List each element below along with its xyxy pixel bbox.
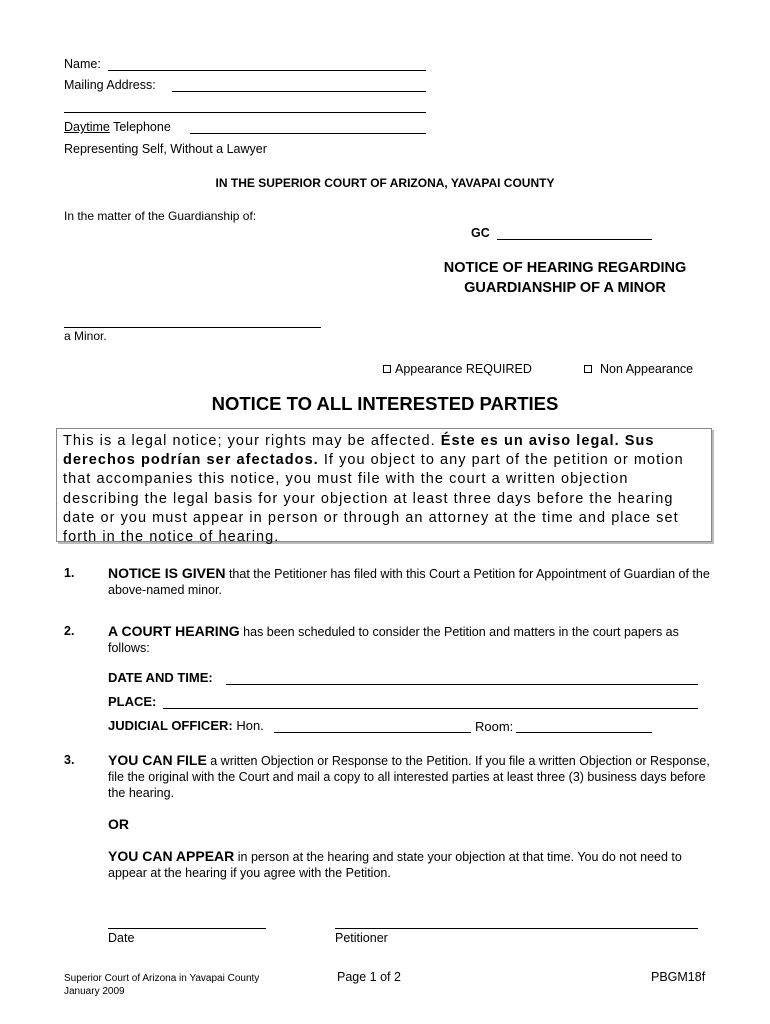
non-appearance-label: Non Appearance — [600, 362, 694, 376]
notice-spanish: Éste es un aviso legal. Sus derechos podrían ser afectados. — [63, 433, 655, 469]
date-label: Date — [108, 931, 135, 945]
petitioner-signature-line[interactable] — [335, 928, 698, 929]
footer-court — [64, 972, 259, 998]
room-label: Room: — [475, 719, 514, 734]
item-2-number: 2. — [64, 624, 75, 638]
room-line[interactable] — [516, 732, 652, 733]
footer-court-line-2: January 2009 — [64, 986, 125, 997]
item-3-lead: YOU CAN FILE — [108, 752, 207, 768]
judicial-officer-label — [108, 718, 264, 733]
appearance-required-option[interactable] — [383, 362, 532, 376]
appearance-required-label: Appearance REQUIRED — [395, 362, 532, 376]
notice-intro: This is a legal notice; your rights may be affected. — [63, 433, 441, 449]
item-1-body: that the Petitioner has filed with this Court a Petition for Appointment of Guardian of the above-named minor. — [108, 567, 710, 597]
mailing-address-line[interactable] — [172, 91, 426, 92]
case-number-line[interactable] — [497, 239, 652, 240]
representing-self: Representing Self, Without a Lawyer — [64, 142, 267, 156]
item-3b-lead: YOU CAN APPEAR — [108, 848, 235, 864]
place-label: PLACE: — [108, 694, 157, 709]
mailing-address-line-2[interactable] — [64, 112, 426, 113]
daytime-text: Daytime — [64, 120, 110, 134]
item-2-text — [108, 623, 718, 656]
case-title — [400, 258, 730, 298]
notice-rest: If you object to any part of the petition or motion that accompanies this notice, you must file with the court a written objection describing the legal basis for your objection at least three days before the hearing date or you must appear in person or through an attorney at the time and place set forth in the notice of hearing. — [63, 452, 684, 546]
appearance-required-checkbox[interactable] — [383, 365, 391, 373]
case-title-line-2: GUARDIANSHIP OF A MINOR — [464, 280, 666, 296]
date-time-label: DATE AND TIME: — [108, 670, 213, 685]
item-1-text — [108, 565, 718, 598]
item-2-body: has been scheduled to consider the Petition and matters in the court papers as follows: — [108, 625, 679, 655]
mailing-address-label: Mailing Address: — [64, 78, 156, 92]
item-3-number: 3. — [64, 753, 75, 767]
item-3b-body: in person at the hearing and state your objection at that time. You do not need to appear at the hearing if you agree with the Petition. — [108, 850, 682, 880]
court-name: IN THE SUPERIOR COURT OF ARIZONA, YAVAPAI COUNTY — [215, 176, 555, 190]
case-title-line-1: NOTICE OF HEARING REGARDING — [443, 260, 687, 276]
page-number: Page 1 of 2 — [337, 970, 401, 984]
petitioner-label: Petitioner — [335, 931, 388, 945]
main-heading: NOTICE TO ALL INTERESTED PARTIES — [211, 393, 559, 414]
judicial-officer-text: JUDICIAL OFFICER: — [108, 718, 233, 733]
gc-label: GC — [471, 226, 490, 240]
telephone-text: Telephone — [109, 120, 171, 134]
judicial-officer-line[interactable] — [274, 732, 471, 733]
non-appearance-option[interactable] — [584, 362, 693, 376]
telephone-line[interactable] — [190, 133, 426, 134]
minor-label: a Minor. — [64, 329, 107, 343]
legal-notice-box — [56, 428, 712, 546]
item-3-body: a written Objection or Response to the Petition. If you file a written Objection or Response, file the original with the Court and mail a copy to all interested parties at least three (3) business days before the hearing. — [108, 754, 710, 800]
place-line[interactable] — [163, 708, 698, 709]
or-text: OR — [108, 816, 129, 832]
name-line[interactable] — [108, 70, 426, 71]
item-2-lead: A COURT HEARING — [108, 623, 240, 639]
form-code: PBGM18f — [651, 970, 706, 984]
minor-name-line[interactable] — [64, 327, 321, 328]
footer-court-line-1: Superior Court of Arizona in Yavapai County — [64, 973, 260, 984]
matter-label: In the matter of the Guardianship of: — [64, 209, 257, 223]
non-appearance-checkbox[interactable] — [584, 365, 592, 373]
hon-text: Hon. — [232, 718, 264, 733]
item-1-number: 1. — [64, 566, 75, 580]
date-time-line[interactable] — [226, 684, 698, 685]
item-3b-text — [108, 848, 718, 881]
date-signature-line[interactable] — [108, 928, 266, 929]
daytime-telephone-label — [64, 120, 171, 134]
name-label: Name: — [64, 57, 101, 71]
item-3-text — [108, 752, 718, 801]
item-1-lead: NOTICE IS GIVEN — [108, 565, 226, 581]
